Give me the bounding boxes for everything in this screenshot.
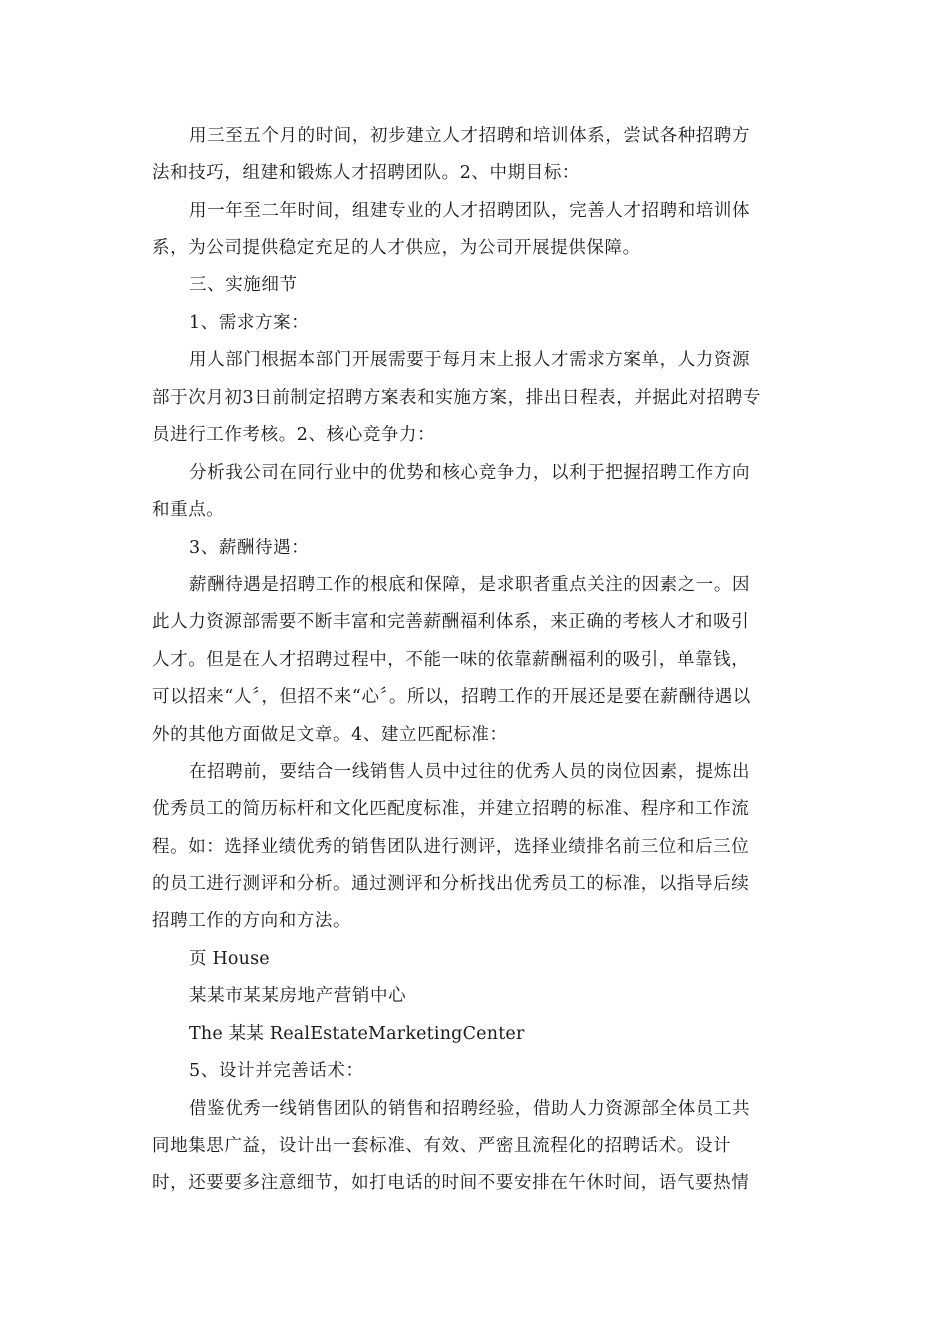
section-heading: 三、实施细节 [189,275,298,295]
text-line: 分析我公司在同行业中的优势和核心竞争力，以利于把握招聘工作方向 [189,463,751,483]
company-name: 某某市某某房地产营销中心 [189,986,407,1006]
text-line: 借鉴优秀一线销售团队的销售和招聘经验，借助人力资源部全体员工共 [189,1099,751,1119]
text-line: 外的其他方面做足文章。4、建立匹配标准： [152,725,508,745]
page-footer-label: 页 House [189,949,270,969]
text-line: 法和技巧，组建和锻炼人才招聘团队。2、中期目标： [152,163,581,183]
subheading: 3、薪酬待遇： [189,538,310,558]
text-line: 用三至五个月的时间，初步建立人才招聘和培训体系，尝试各种招聘方 [189,126,751,146]
text-line: 同地集思广益，设计出一套标准、有效、严密且流程化的招聘话术。设计 [152,1136,732,1156]
text-line: 用一年至二年时间，组建专业的人才招聘团队，完善人才招聘和培训体 [189,201,751,221]
text-line: 优秀员工的简历标杆和文化匹配度标准，并建立招聘的标准、程序和工作流 [152,799,750,819]
company-name-english: The 某某 RealEstateMarketingCenter [189,1024,525,1044]
text-line: 的员工进行测评和分析。通过测评和分析找出优秀员工的标准，以指导后续 [152,874,750,894]
text-line: 人才。但是在人才招聘过程中，不能一味的依靠薪酬福利的吸引，单靠钱， [152,650,750,670]
text-line: 用人部门根据本部门开展需要于每月末上报人才需求方案单，人力资源 [189,350,751,370]
text-line: 可以招来“人〞，但招不来“心〞。所以，招聘工作的开展还是要在薪酬待遇以 [152,687,751,707]
text-line: 在招聘前，要结合一线销售人员中过往的优秀人员的岗位因素，提炼出 [189,762,751,782]
text-line: 部于次月初3日前制定招聘方案表和实施方案，排出日程表，并据此对招聘专 [152,388,762,408]
text-line: 和重点。 [152,500,225,520]
text-line: 系，为公司提供稳定充足的人才供应，为公司开展提供保障。 [152,238,641,258]
subheading: 1、需求方案： [189,313,310,333]
text-line: 员进行工作考核。2、核心竞争力： [152,425,436,445]
subheading: 5、设计并完善话术： [189,1061,364,1081]
text-line: 此人力资源部需要不断丰富和完善薪酬福利体系，来正确的考核人才和吸引 [152,612,750,632]
text-line: 薪酬待遇是招聘工作的根底和保障，是求职者重点关注的因素之一。因 [189,575,751,595]
text-line: 程。如：选择业绩优秀的销售团队进行测评，选择业绩排名前三位和后三位 [152,837,750,857]
text-line: 时，还要要多注意细节，如打电话的时间不要安排在午休时间，语气要热情 [152,1173,750,1193]
text-line: 招聘工作的方向和方法。 [152,911,352,931]
